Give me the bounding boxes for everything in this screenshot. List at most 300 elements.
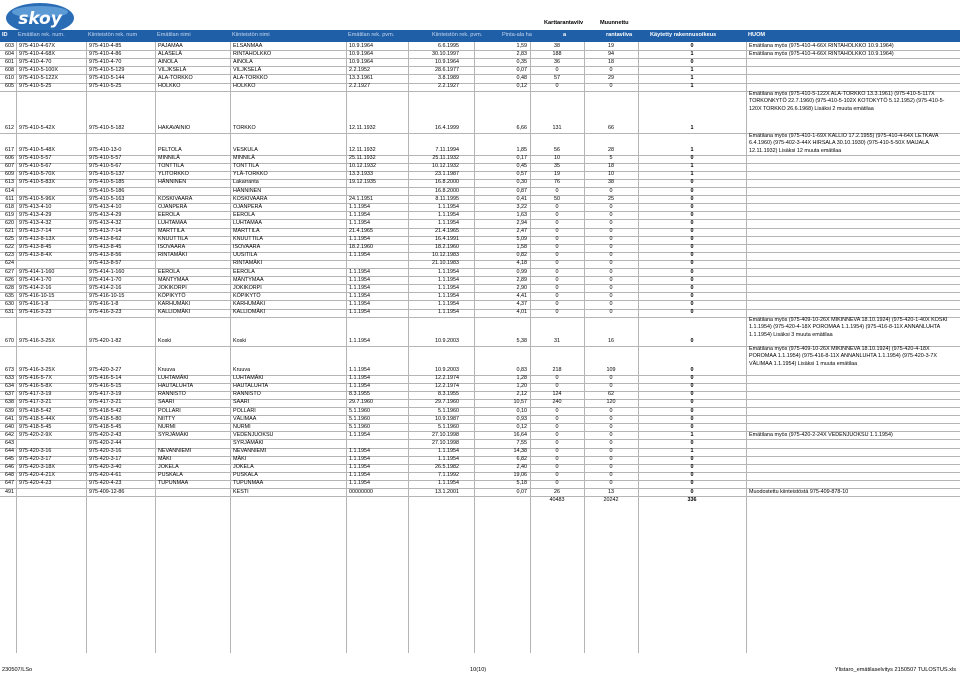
cell-kaytetty: 0 — [690, 252, 694, 259]
header-id: ID — [2, 32, 8, 38]
cell-kiint-nimi: OJANPERÄ — [233, 203, 263, 210]
total-ko: 336 — [687, 496, 697, 503]
cell-emat-pvm: 1.1.1954 — [349, 252, 370, 259]
cell-karttarantaviiva: 0 — [555, 284, 559, 291]
cell-emat-nimi: KALLIOMÄKI — [158, 309, 191, 315]
cell-kiint-rek-num: 975-420-1-82 — [89, 337, 122, 344]
cell-emat-rek-num: 975-417-3-19 — [19, 391, 52, 398]
cell-muunnettu: 0 — [609, 431, 613, 438]
cell-kiint-pvm: 16.4.1999 — [435, 124, 459, 131]
cell-kaytetty: 0 — [690, 464, 694, 471]
cell-huom: Muodostettu kiinteistöstä 975-409-878-10 — [749, 488, 849, 495]
cell-emat-pvm: 10.12.1932 — [349, 163, 376, 170]
cell-emat-nimi: PAJAMAA — [158, 42, 183, 49]
cell-karttarantaviiva: 124 — [552, 391, 562, 398]
cell-kiint-rek-num: 975-416-3-23 — [89, 309, 122, 315]
cell-muunnettu: 0 — [609, 268, 613, 275]
cell-pinta-ala: 5,38 — [516, 337, 527, 344]
cell-kiint-pvm: 13.1.2001 — [435, 488, 459, 495]
cell-muunnettu: 0 — [609, 439, 613, 446]
cell-emat-pvm: 2.2.1927 — [349, 83, 370, 89]
cell-kiint-pvm: 1.1.1954 — [438, 309, 459, 315]
cell-emat-rek-num: 975-413-4-32 — [19, 219, 52, 226]
cell-kiint-pvm: 1.1.1954 — [438, 219, 459, 226]
table-row — [0, 399, 960, 407]
cell-emat-pvm: 5.1.1960 — [349, 407, 370, 414]
cell-kiint-rek-num: 975-416-1-8 — [89, 300, 119, 307]
cell-emat-rek-num: 975-418-5-42 — [19, 407, 52, 414]
cell-emat-nimi: SYRJÄMÄKI — [158, 431, 189, 438]
cell-huom: Emätilana myös (975-409-10-26X MIKINNEVA 18.10.1924) (975-420-1-40X KOSKI 1.1.1954) (975-420-4-18X POROMAA 1.1.1954) (975-416-8-11X ANNANLUHTA 1.1.1954) Lisäksi 3 muuta emätilaa — [749, 317, 948, 338]
cell-karttarantaviiva: 0 — [555, 423, 559, 430]
cell-pinta-ala: 0,45 — [516, 163, 527, 170]
cell-karttarantaviiva: 0 — [555, 431, 559, 438]
cell-kiint-pvm: 1.1.1954 — [438, 268, 459, 275]
cell-kaytetty: 0 — [690, 268, 694, 275]
cell-id: 628 — [5, 284, 14, 291]
cell-karttarantaviiva: 10 — [554, 155, 560, 162]
cell-karttarantaviiva: 0 — [555, 187, 559, 194]
cell-muunnettu: 94 — [608, 50, 614, 57]
cell-emat-rek-num: 975-410-5-57 — [19, 155, 52, 162]
cell-kaytetty: 0 — [690, 187, 694, 194]
cell-pinta-ala: 0,87 — [516, 187, 527, 194]
cell-karttarantaviiva: 0 — [555, 236, 559, 243]
cell-id: 635 — [5, 292, 14, 299]
table-row — [0, 252, 960, 260]
cell-pinta-ala: 1,20 — [516, 383, 527, 390]
cell-kiint-nimi: KARHUMÄKI — [233, 300, 266, 307]
cell-emat-pvm: 1.1.1954 — [349, 309, 370, 315]
cell-emat-rek-num: 975-410-5-48X — [19, 146, 55, 153]
cell-kiint-rek-num: 975-420-3-40 — [89, 464, 122, 471]
cell-pinta-ala: 0,35 — [516, 58, 527, 65]
cell-muunnettu: 29 — [608, 74, 614, 81]
header-kaytetty: Käytetty rakennusoikeus — [650, 32, 717, 38]
cell-kiint-rek-num: 975-409-12-86 — [89, 488, 125, 495]
table-row — [0, 42, 960, 50]
grid-line — [584, 42, 585, 653]
table-row — [0, 407, 960, 415]
cell-id: 491 — [5, 488, 14, 495]
cell-id: 622 — [5, 244, 14, 251]
cell-kiint-rek-num: 975-410-4-85 — [89, 42, 122, 49]
total-mu: 20242 — [603, 496, 619, 503]
cell-kaytetty: 0 — [690, 260, 694, 267]
cell-muunnettu: 0 — [609, 228, 613, 234]
cell-kiint-pvm: 28.6.1977 — [435, 66, 459, 73]
cell-kiint-rek-num: 975-416-10-15 — [89, 292, 125, 299]
cell-id: 618 — [5, 203, 14, 210]
cell-muunnettu: 0 — [609, 480, 613, 487]
cell-kiint-nimi: Lakarranta — [233, 179, 259, 186]
cell-emat-pvm: 24.1.1951 — [349, 195, 373, 202]
cell-kiint-nimi: HOLKKO — [233, 83, 256, 89]
cell-emat-rek-num: 975-420-3-17 — [19, 456, 52, 463]
cell-emat-pvm: 1.1.1954 — [349, 337, 370, 344]
cell-karttarantaviiva: 0 — [555, 219, 559, 226]
cell-emat-pvm: 1.1.1954 — [349, 472, 370, 479]
cell-karttarantaviiva: 0 — [555, 83, 559, 89]
cell-kiint-pvm: 21.4.1965 — [435, 228, 459, 234]
table-row — [0, 83, 960, 91]
table-row — [0, 203, 960, 211]
cell-kiint-nimi: MÄNTYMAA — [233, 276, 264, 283]
cell-emat-nimi: MARTTILA — [158, 228, 185, 234]
cell-emat-pvm: 1.1.1954 — [349, 431, 370, 438]
cell-karttarantaviiva: 0 — [555, 228, 559, 234]
cell-muunnettu: 25 — [608, 195, 614, 202]
cell-id: 601 — [5, 58, 14, 65]
cell-id: 623 — [5, 252, 14, 259]
cell-kaytetty: 0 — [690, 155, 694, 162]
cell-muunnettu: 66 — [608, 124, 614, 131]
cell-emat-pvm: 2.2.1952 — [349, 66, 370, 73]
cell-emat-pvm: 00000000 — [349, 488, 373, 495]
cell-muunnettu: 0 — [609, 66, 613, 73]
cell-kiint-pvm: 30.10.1997 — [432, 50, 459, 57]
cell-emat-pvm: 13.3.1933 — [349, 171, 373, 178]
cell-kiint-pvm: 2.2.1927 — [438, 83, 459, 89]
cell-emat-rek-num: 975-420-2-9X — [19, 431, 52, 438]
cell-kiint-pvm: 6.6.1995 — [438, 42, 459, 49]
cell-kiint-nimi: RANNISTO — [233, 391, 261, 398]
cell-muunnettu: 0 — [609, 472, 613, 479]
cell-kiint-rek-num: 975-413-7-14 — [89, 228, 122, 234]
cell-kiint-pvm: 10.12.1983 — [432, 252, 459, 259]
cell-muunnettu: 0 — [609, 309, 613, 315]
cell-muunnettu: 0 — [609, 187, 613, 194]
cell-kiint-nimi: KESTI — [233, 488, 249, 495]
cell-id: 647 — [5, 480, 14, 487]
cell-karttarantaviiva: 36 — [554, 58, 560, 65]
cell-kiint-nimi: NURMI — [233, 423, 251, 430]
cell-id: 603 — [5, 42, 14, 49]
cell-pinta-ala: 0,48 — [516, 74, 527, 81]
cell-emat-pvm: 1.1.1954 — [349, 236, 370, 243]
cell-emat-pvm: 10.9.1964 — [349, 50, 373, 57]
cell-id: 639 — [5, 407, 14, 414]
cell-kaytetty: 0 — [690, 375, 694, 382]
cell-pinta-ala: 4,01 — [516, 309, 527, 315]
cell-huom: Emätilana myös (975-410-1-69X KALLIO 17.2.1955) (975-410-4-64X LETKAVA 6.4.1960) (975-402-3-44X HIRSALA 30.10.1930) (975-410-5-50X MAIJALA 12.11.1932) Lisäksi 12 muuta emätilaa — [749, 133, 939, 154]
cell-kiint-nimi: MÄKI — [233, 456, 247, 463]
cell-emat-pvm: 1.1.1954 — [349, 480, 370, 487]
cell-karttarantaviiva: 0 — [555, 439, 559, 446]
cell-karttarantaviiva: 0 — [555, 252, 559, 259]
cell-kiint-rek-num: 975-420-4-23 — [89, 480, 122, 487]
cell-kaytetty: 1 — [690, 163, 694, 170]
cell-pinta-ala: 0,93 — [516, 415, 527, 422]
brand-text: skoy — [18, 9, 62, 29]
cell-kaytetty: 0 — [690, 407, 694, 414]
cell-karttarantaviiva: 131 — [552, 124, 562, 131]
cell-emat-nimi: MÄNTYMAA — [158, 276, 189, 283]
cell-kiint-pvm: 8.11.1995 — [435, 195, 459, 202]
cell-kiint-nimi: HÄNNINEN — [233, 187, 262, 194]
cell-id: 648 — [5, 472, 14, 479]
cell-pinta-ala: 0,07 — [516, 66, 527, 73]
cell-pinta-ala: 6,82 — [516, 456, 527, 463]
cell-kiint-nimi: MARTTILA — [233, 228, 260, 234]
cell-emat-pvm: 1.1.1954 — [349, 219, 370, 226]
cell-emat-pvm: 13.3.1961 — [349, 74, 373, 81]
cell-emat-pvm: 1.1.1954 — [349, 292, 370, 299]
cell-kaytetty: 0 — [690, 276, 694, 283]
cell-karttarantaviiva: 76 — [554, 179, 560, 186]
cell-kiint-nimi: SYRJÄMÄKI — [233, 439, 264, 446]
cell-id: 627 — [5, 268, 14, 275]
header-muunnettu-bottom: rantaviiva — [606, 32, 633, 38]
cell-karttarantaviiva: 0 — [555, 407, 559, 414]
cell-kaytetty: 0 — [690, 300, 694, 307]
cell-kiint-pvm: 29.7.1960 — [435, 399, 459, 406]
cell-kiint-pvm: 7.11.1994 — [435, 146, 459, 153]
cell-emat-rek-num: 975-413-8-13X — [19, 236, 55, 243]
cell-emat-nimi: NURMI — [158, 423, 176, 430]
cell-emat-nimi: KARHUMÄKI — [158, 300, 191, 307]
cell-kiint-pvm: 27.10.1998 — [432, 439, 459, 446]
cell-emat-nimi: HÄNNINEN — [158, 179, 187, 186]
table-row — [0, 74, 960, 82]
cell-emat-nimi: JOKELA — [158, 464, 179, 471]
cell-id: 619 — [5, 211, 14, 218]
cell-emat-pvm: 1.1.1954 — [349, 211, 370, 218]
cell-muunnettu: 109 — [606, 366, 616, 373]
total-ka: 40483 — [549, 496, 565, 503]
cell-kiint-pvm: 12.2.1974 — [435, 375, 459, 382]
cell-kiint-pvm: 25.11.1932 — [432, 155, 459, 162]
cell-emat-nimi: KNUUTTILA — [158, 236, 188, 243]
cell-id: 604 — [5, 50, 14, 57]
cell-kaytetty: 0 — [690, 284, 694, 291]
cell-kiint-rek-num: 975-413-4-10 — [89, 203, 122, 210]
header-emat-nimi: Emätilan nimi — [157, 32, 191, 38]
table-row — [0, 50, 960, 58]
cell-kiint-nimi: KÖPIKYTÖ — [233, 292, 261, 299]
cell-pinta-ala: 1,58 — [516, 244, 527, 251]
cell-emat-rek-num: 975-416-3-25X — [19, 366, 55, 373]
grid-line — [346, 42, 347, 653]
cell-kiint-nimi: Kruuva — [233, 366, 251, 373]
table-row — [0, 456, 960, 464]
cell-emat-nimi: TUPUNMAA — [158, 480, 189, 487]
cell-pinta-ala: 4,18 — [516, 260, 527, 267]
cell-muunnettu: 0 — [609, 448, 613, 454]
cell-emat-nimi: EEROLA — [158, 211, 180, 218]
cell-karttarantaviiva: 0 — [555, 268, 559, 275]
cell-id: 644 — [5, 448, 14, 454]
cell-karttarantaviiva: 0 — [555, 211, 559, 218]
cell-muunnettu: 0 — [609, 383, 613, 390]
cell-kiint-rek-num: 975-413-8-45 — [89, 244, 122, 251]
cell-id: 640 — [5, 423, 14, 430]
cell-emat-pvm: 1.1.1954 — [349, 383, 370, 390]
cell-emat-nimi: POLLARI — [158, 407, 181, 414]
table-row — [0, 236, 960, 244]
cell-emat-pvm: 12.11.1932 — [349, 124, 376, 131]
cell-karttarantaviiva: 0 — [555, 66, 559, 73]
table-row — [0, 91, 960, 133]
cell-karttarantaviiva: 0 — [555, 456, 559, 463]
cell-kiint-pvm: 7.1.1992 — [438, 472, 459, 479]
cell-kiint-rek-num: 975-410-13-0 — [89, 146, 122, 153]
table-header — [0, 30, 960, 42]
cell-kaytetty: 1 — [690, 74, 694, 81]
cell-kiint-pvm: 1.1.1954 — [438, 456, 459, 463]
cell-kiint-rek-num: 975-410-4-70 — [89, 58, 122, 65]
cell-emat-pvm: 1.1.1954 — [349, 456, 370, 463]
grid-line — [746, 42, 747, 653]
cell-kiint-pvm: 16.8.2000 — [435, 187, 459, 194]
cell-kiint-pvm: 5.1.1960 — [438, 423, 459, 430]
cell-muunnettu: 0 — [609, 244, 613, 251]
cell-emat-nimi: NIITTY — [158, 415, 176, 422]
cell-kiint-pvm: 8.3.1955 — [438, 391, 459, 398]
cell-id: 613 — [5, 179, 14, 186]
cell-emat-rek-num: 975-417-3-21 — [19, 399, 52, 406]
cell-kiint-rek-num: 975-413-4-32 — [89, 219, 122, 226]
cell-pinta-ala: 1,59 — [516, 42, 527, 49]
table-row — [0, 187, 960, 195]
cell-kaytetty: 0 — [690, 337, 694, 344]
cell-emat-pvm: 29.7.1960 — [349, 399, 373, 406]
table-row — [0, 276, 960, 284]
grid-line — [408, 42, 409, 653]
cell-emat-nimi: VILJKSELÄ — [158, 66, 187, 73]
header-pinta-ala: Pinta-ala ha — [502, 32, 532, 38]
cell-kiint-nimi: LUHTAMÄKI — [233, 375, 264, 382]
cell-kiint-pvm: 3.8.1989 — [438, 74, 459, 81]
cell-kiint-nimi: RINTAHOLKKO — [233, 50, 272, 57]
table-row — [0, 464, 960, 472]
cell-kiint-nimi: KNUUTTILA — [233, 236, 263, 243]
cell-emat-pvm: 19.12.1935 — [349, 179, 376, 186]
cell-kiint-rek-num: 975-410-5-186 — [89, 187, 125, 194]
header-kiint-rek-num: Kiinteistön rek. num — [88, 32, 138, 38]
cell-muunnettu: 0 — [609, 83, 613, 89]
cell-muunnettu: 0 — [609, 464, 613, 471]
cell-emat-rek-num: 975-410-5-67 — [19, 163, 52, 170]
cell-kaytetty: 0 — [690, 219, 694, 226]
cell-emat-rek-num: 975-413-7-14 — [19, 228, 52, 234]
cell-id: 605 — [5, 83, 14, 89]
cell-kiint-pvm: 26.5.1982 — [435, 464, 459, 471]
cell-muunnettu: 0 — [609, 375, 613, 382]
cell-huom: Emätilana myös (975-420-2-24X VEDENJUOKSU 1.1.1954) — [749, 431, 893, 438]
cell-kiint-rek-num: 975-418-5-80 — [89, 415, 122, 422]
cell-kaytetty: 0 — [690, 228, 694, 234]
cell-kiint-rek-num: 975-418-5-45 — [89, 423, 122, 430]
cell-emat-rek-num: 975-418-5-44X — [19, 415, 55, 422]
cell-kiint-rek-num: 975-410-5-144 — [89, 74, 125, 81]
cell-karttarantaviiva: 57 — [554, 74, 560, 81]
totals-row — [0, 496, 960, 504]
table-row — [0, 284, 960, 292]
cell-id: 646 — [5, 464, 14, 471]
cell-emat-pvm: 1.1.1954 — [349, 448, 370, 454]
cell-emat-rek-num: 975-416-1-8 — [19, 300, 49, 307]
table-row — [0, 219, 960, 227]
cell-pinta-ala: 1,28 — [516, 375, 527, 382]
cell-id: 617 — [5, 146, 14, 153]
cell-kiint-rek-num: 975-410-5-182 — [89, 124, 125, 131]
cell-muunnettu: 120 — [606, 399, 616, 406]
cell-pinta-ala: 2,47 — [516, 228, 527, 234]
cell-kiint-rek-num: 975-410-5-67 — [89, 163, 122, 170]
cell-emat-rek-num: 975-410-5-96X — [19, 195, 55, 202]
cell-muunnettu: 18 — [608, 58, 614, 65]
grid-line — [230, 42, 231, 653]
cell-kiint-rek-num: 975-410-4-86 — [89, 50, 122, 57]
cell-pinta-ala: 2,12 — [516, 391, 527, 398]
cell-emat-nimi: HAUTALUHTA — [158, 383, 194, 390]
cell-emat-rek-num: 975-420-3-18X — [19, 464, 55, 471]
cell-kaytetty: 0 — [690, 423, 694, 430]
cell-id: 641 — [5, 415, 14, 422]
cell-kiint-rek-num: 975-410-5-163 — [89, 195, 125, 202]
table-row — [0, 391, 960, 399]
cell-kiint-pvm: 1.1.1954 — [438, 448, 459, 454]
cell-emat-rek-num: 975-410-5-122X — [19, 74, 58, 81]
cell-emat-nimi: MINNILÄ — [158, 155, 180, 162]
cell-kiint-nimi: AINOLA — [233, 58, 253, 65]
cell-id: 608 — [5, 66, 14, 73]
cell-pinta-ala: 0,82 — [516, 252, 527, 259]
cell-kiint-pvm: 16.8.2000 — [435, 179, 459, 186]
cell-kiint-nimi: ISOVAARA — [233, 244, 261, 251]
cell-id: 673 — [5, 366, 14, 373]
cell-emat-pvm: 8.3.1955 — [349, 391, 370, 398]
cell-karttarantaviiva: 31 — [554, 337, 560, 344]
table-row — [0, 448, 960, 456]
cell-emat-nimi: PUSKALA — [158, 472, 183, 479]
cell-kaytetty: 1 — [690, 146, 694, 153]
cell-emat-rek-num: 975-410-4-68X — [19, 50, 55, 57]
cell-emat-rek-num: 975-420-4-21X — [19, 472, 55, 479]
cell-kaytetty: 0 — [690, 58, 694, 65]
cell-emat-rek-num: 975-414-1-70 — [19, 276, 52, 283]
table-row — [0, 133, 960, 155]
table-row — [0, 292, 960, 300]
cell-kiint-rek-num: 975-417-3-19 — [89, 391, 122, 398]
cell-kiint-rek-num: 975-413-4-29 — [89, 211, 122, 218]
cell-karttarantaviiva: 0 — [555, 244, 559, 251]
table-row — [0, 66, 960, 74]
cell-pinta-ala: 0,10 — [516, 407, 527, 414]
header-muunnettu-top: Muunnettu — [600, 20, 629, 26]
cell-emat-nimi: HAKAVAINIO — [158, 124, 191, 131]
cell-huom: Emätilana myös (975-410-5-122X ALA-TORKKO 13.3.1961) (975-410-5-117X TORKONKYTÖ 22.7.1960) (975-410-5-102X KOTOKYTÖ 5.12.1952) (975-410-5-120X TORKKO 26.6.1968) Lisäksi 2 muuta emätilaa — [749, 91, 945, 112]
cell-kiint-pvm: 1.1.1954 — [438, 211, 459, 218]
cell-muunnettu: 16 — [608, 337, 614, 344]
footer-left: 230507/LSo — [2, 667, 33, 673]
cell-emat-pvm: 1.1.1954 — [349, 203, 370, 210]
cell-id: 609 — [5, 171, 14, 178]
cell-kiint-pvm: 10.12.1932 — [432, 163, 459, 170]
cell-karttarantaviiva: 0 — [555, 309, 559, 315]
cell-id: 637 — [5, 391, 14, 398]
cell-emat-pvm: 18.2.1960 — [349, 244, 373, 251]
cell-kiint-nimi: NEVANNIEMI — [233, 448, 267, 454]
cell-kiint-rek-num: 975-413-8-62 — [89, 236, 122, 243]
cell-pinta-ala: 0,17 — [516, 155, 527, 162]
cell-emat-nimi: Kruuva — [158, 366, 176, 373]
cell-emat-rek-num: 975-420-3-16 — [19, 448, 52, 454]
table-row — [0, 171, 960, 179]
cell-muunnettu: 0 — [609, 219, 613, 226]
cell-emat-rek-num: 975-413-8-45 — [19, 244, 52, 251]
